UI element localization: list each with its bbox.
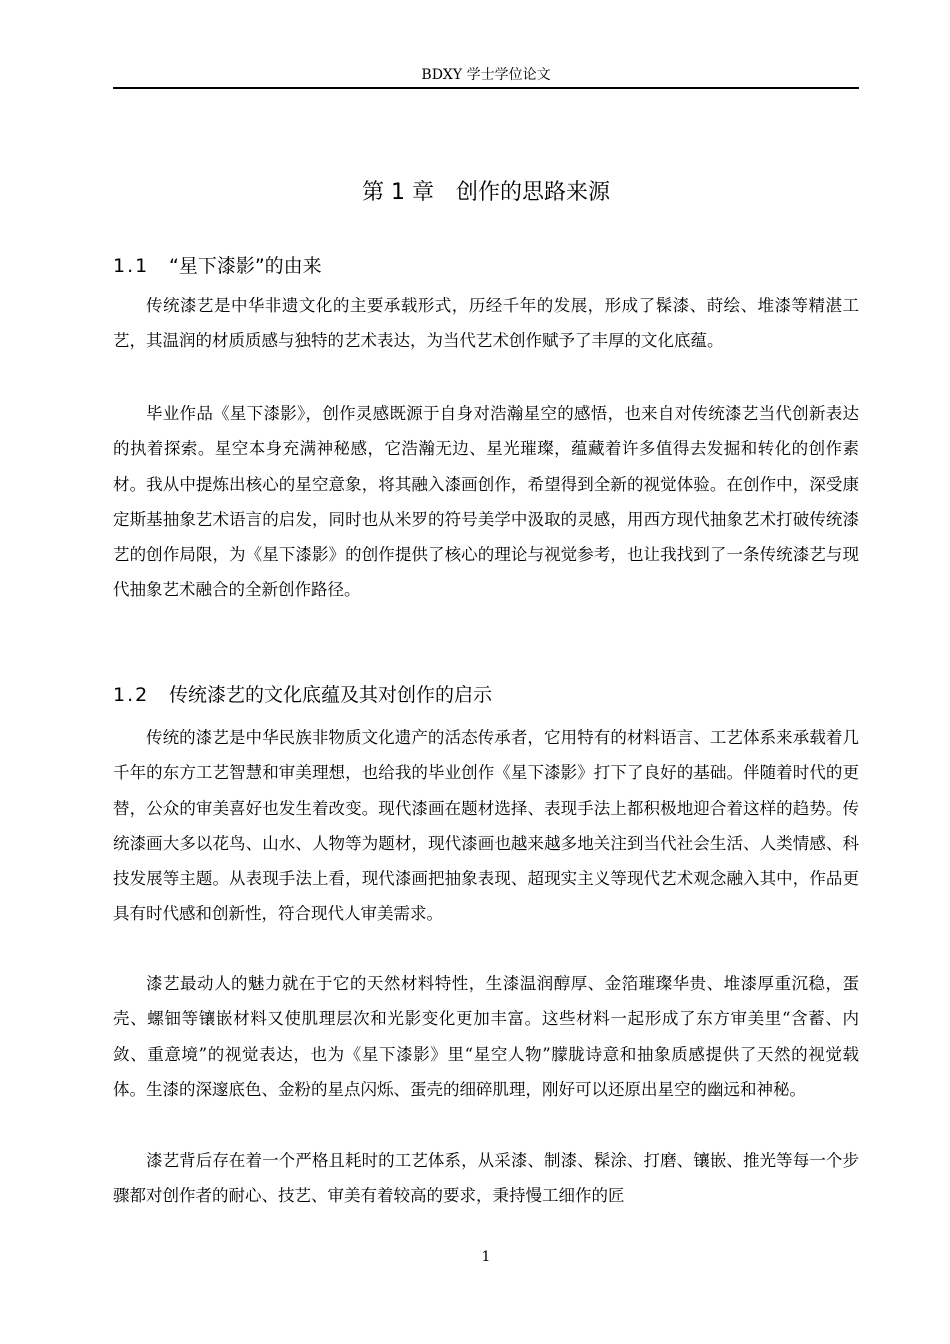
paragraph: 传统漆艺是中华非遗文化的主要承载形式，历经千年的发展，形成了髹漆、莳绘、堆漆等精湛工艺，其温润的材质质感与独特的艺术表达，为当代艺术创作赋予了丰厚的文化底蕴。	[113, 296, 859, 351]
paragraph: 毕业作品《星下漆影》，创作灵感既源于自身对浩瀚星空的感悟，也来自对传统漆艺当代创新表达的执着探索。星空本身充满神秘感，它浩瀚无边、星光璀璨，蕴藏着许多值得去发掘和转化的创作素材。我从中提炼出核心的星空意象，将其融入漆画创作，希望得到全新的视觉体验。在创作中，深受康定斯基抽象艺术语言的启发，同时也从米罗的符号美学中汲取的灵感，用西方现代抽象艺术打破传统漆艺的创作局限，为《星下漆影》的创作提供了核心的理论与视觉参考，也让我找到了一条传统漆艺与现代抽象艺术融合的全新创作路径。	[113, 404, 859, 600]
running-header: BDXY 学士学位论文	[421, 67, 551, 83]
header-rule	[113, 87, 859, 89]
page-number: 1	[481, 1249, 491, 1265]
section-title: 传统漆艺的文化底蕴及其对创作的启示	[169, 684, 493, 706]
section-title: “星下漆影”的由来	[169, 255, 322, 277]
chapter-title: 第 1 章 创作的思路来源	[362, 180, 610, 205]
section-number: 1.2	[113, 684, 150, 706]
section-heading-1-1	[113, 252, 322, 280]
paragraph: 漆艺背后存在着一个严格且耗时的工艺体系，从采漆、制漆、髹涂、打磨、镶嵌、推光等每一个步骤都对创作者的耐心、技艺、审美有着较高的要求，秉持慢工细作的匠	[113, 1151, 859, 1206]
section-number: 1.1	[113, 255, 150, 277]
paragraph: 传统的漆艺是中华民族非物质文化遗产的活态传承者，它用特有的材料语言、工艺体系来承载着几千年的东方工艺智慧和审美理想，也给我的毕业创作《星下漆影》打下了良好的基础。伴随着时代的更替，公众的审美喜好也发生着改变。现代漆画在题材选择、表现手法上都积极地迎合着这样的趋势。传统漆画大多以花鸟、山水、人物等为题材，现代漆画也越来越多地关注到当代社会生活、人类情感、科技发展等主题。从表现手法上看，现代漆画把抽象表现、超现实主义等现代艺术观念融入其中，作品更具有时代感和创新性，符合现代人审美需求。	[113, 728, 859, 924]
section-heading-1-2	[113, 681, 492, 709]
paragraph: 漆艺最动人的魅力就在于它的天然材料特性，生漆温润醇厚、金箔璀璨华贵、堆漆厚重沉稳，蛋壳、螺钿等镶嵌材料又使肌理层次和光影变化更加丰富。这些材料一起形成了东方审美里“含蓄、内敛、重意境”的视觉表达，也为《星下漆影》里“星空人物”朦胧诗意和抽象质感提供了天然的视觉载体。生漆的深邃底色、金粉的星点闪烁、蛋壳的细碎肌理，刚好可以还原出星空的幽远和神秘。	[113, 974, 859, 1099]
